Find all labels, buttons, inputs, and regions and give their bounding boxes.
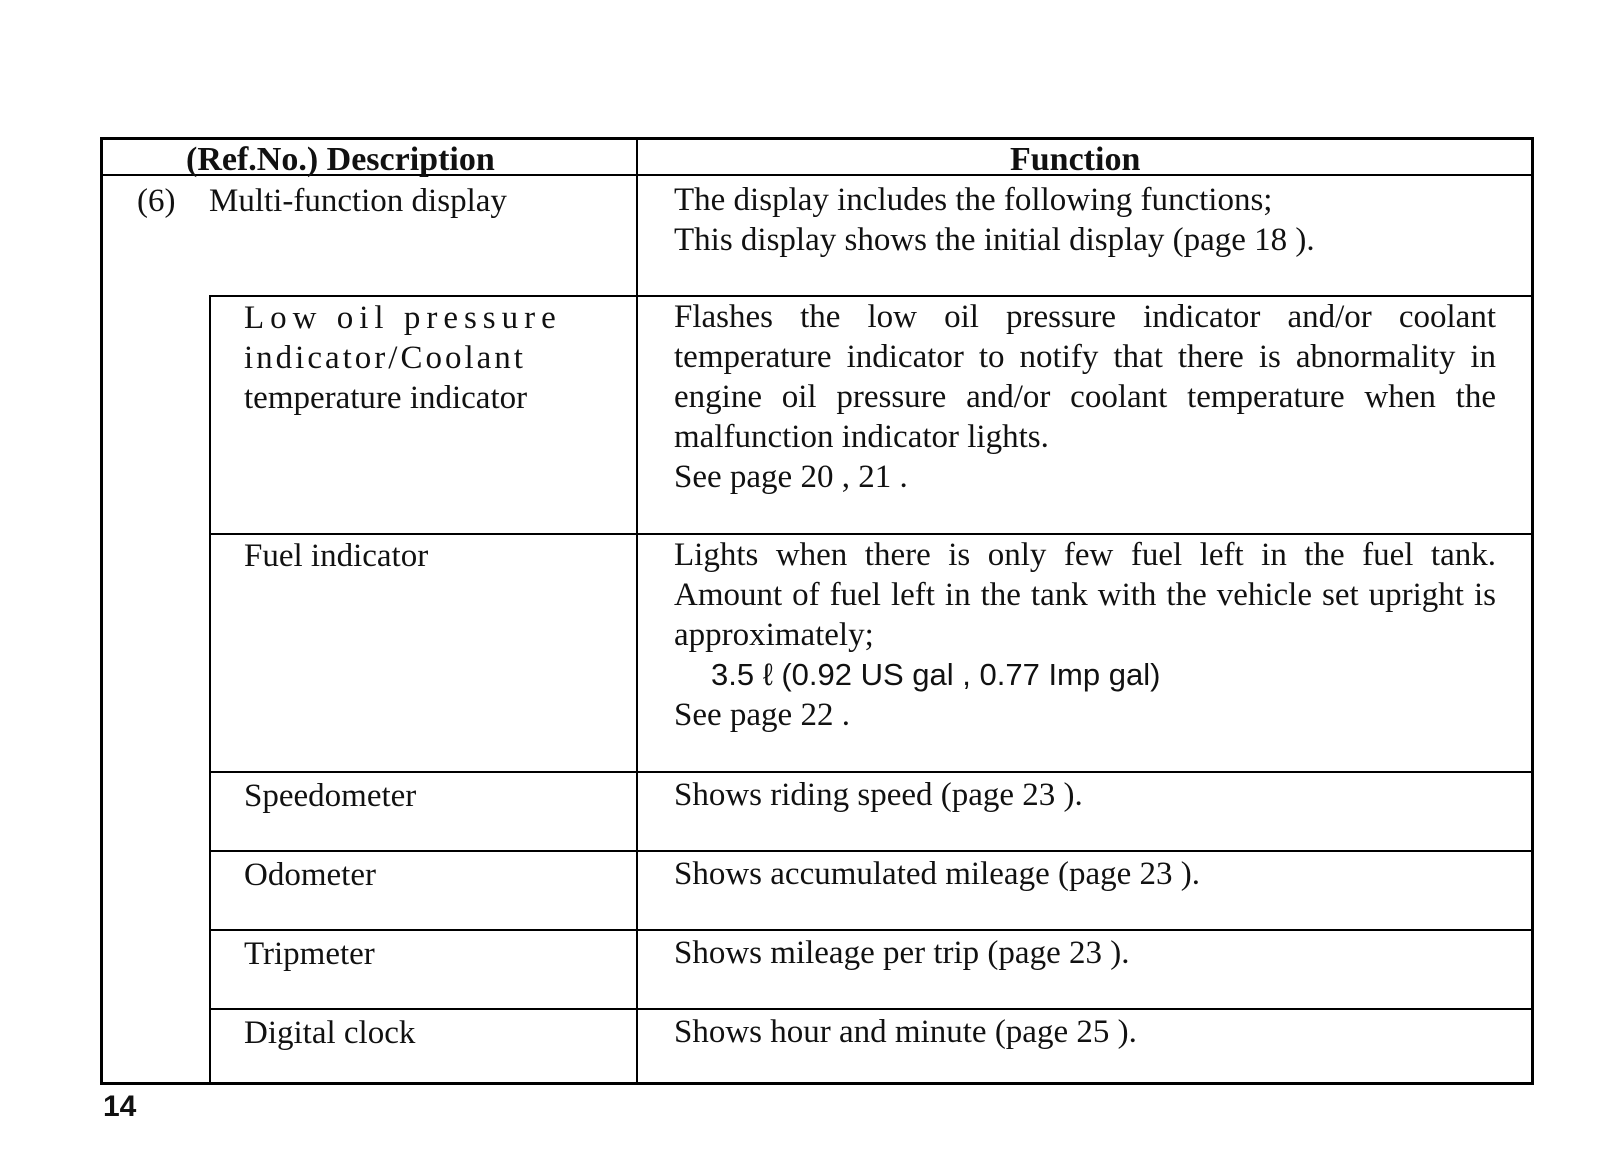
- function-column-header: Function: [1010, 141, 1141, 178]
- row-function-text: Shows riding speed (page 23 ).: [674, 777, 1083, 813]
- row-function-text: Shows mileage per trip (page 23 ).: [674, 935, 1130, 971]
- row-see-page: See page 20 , 21 .: [674, 459, 908, 495]
- row-function-text: Shows accumulated mileage (page 23 ).: [674, 856, 1200, 892]
- row-divider: [209, 771, 1534, 773]
- main-item-label: Multi-function display: [209, 183, 507, 219]
- row-description-line: temperature indicator: [244, 380, 528, 416]
- main-item-function-line: This display shows the initial display (page 18 ).: [674, 222, 1315, 258]
- row-divider: [209, 1008, 1534, 1010]
- description-column-header: (Ref.No.) Description: [186, 141, 495, 178]
- sub-item-indent-line: [209, 295, 211, 1085]
- row-description-line: Fuel indicator: [244, 538, 429, 574]
- row-divider: [209, 850, 1534, 852]
- fuel-amount: 3.5 ℓ (0.92 US gal , 0.77 Imp gal): [711, 657, 1161, 692]
- row-description-line: Speedometer: [244, 778, 417, 814]
- row-function-text: Flashes the low oil pressure indicator and/or coolant temperature indicator to notify that there is abnormality in engine oil pressure and/or coolant temperature when the malfunction indicator lights.: [674, 299, 1496, 455]
- column-divider: [636, 137, 638, 1085]
- row-description-line: indicator/Coolant: [244, 340, 526, 376]
- row-description-line: Low oil pressure: [244, 300, 562, 336]
- row-divider: [209, 929, 1534, 931]
- row-see-page: See page 22 .: [674, 697, 850, 733]
- row-function-text: Shows hour and minute (page 25 ).: [674, 1014, 1137, 1050]
- row-description-line: Digital clock: [244, 1015, 416, 1051]
- row-description-line: Tripmeter: [244, 936, 375, 972]
- row-function-text: Lights when there is only few fuel left in the fuel tank. Amount of fuel left in the tank with the vehicle set upright is approximately;: [674, 537, 1496, 653]
- main-item-function-line: The display includes the following functions;: [674, 182, 1273, 218]
- ref-number: (6): [137, 183, 176, 219]
- row-description-line: Odometer: [244, 857, 376, 893]
- page-number: 14: [103, 1090, 137, 1123]
